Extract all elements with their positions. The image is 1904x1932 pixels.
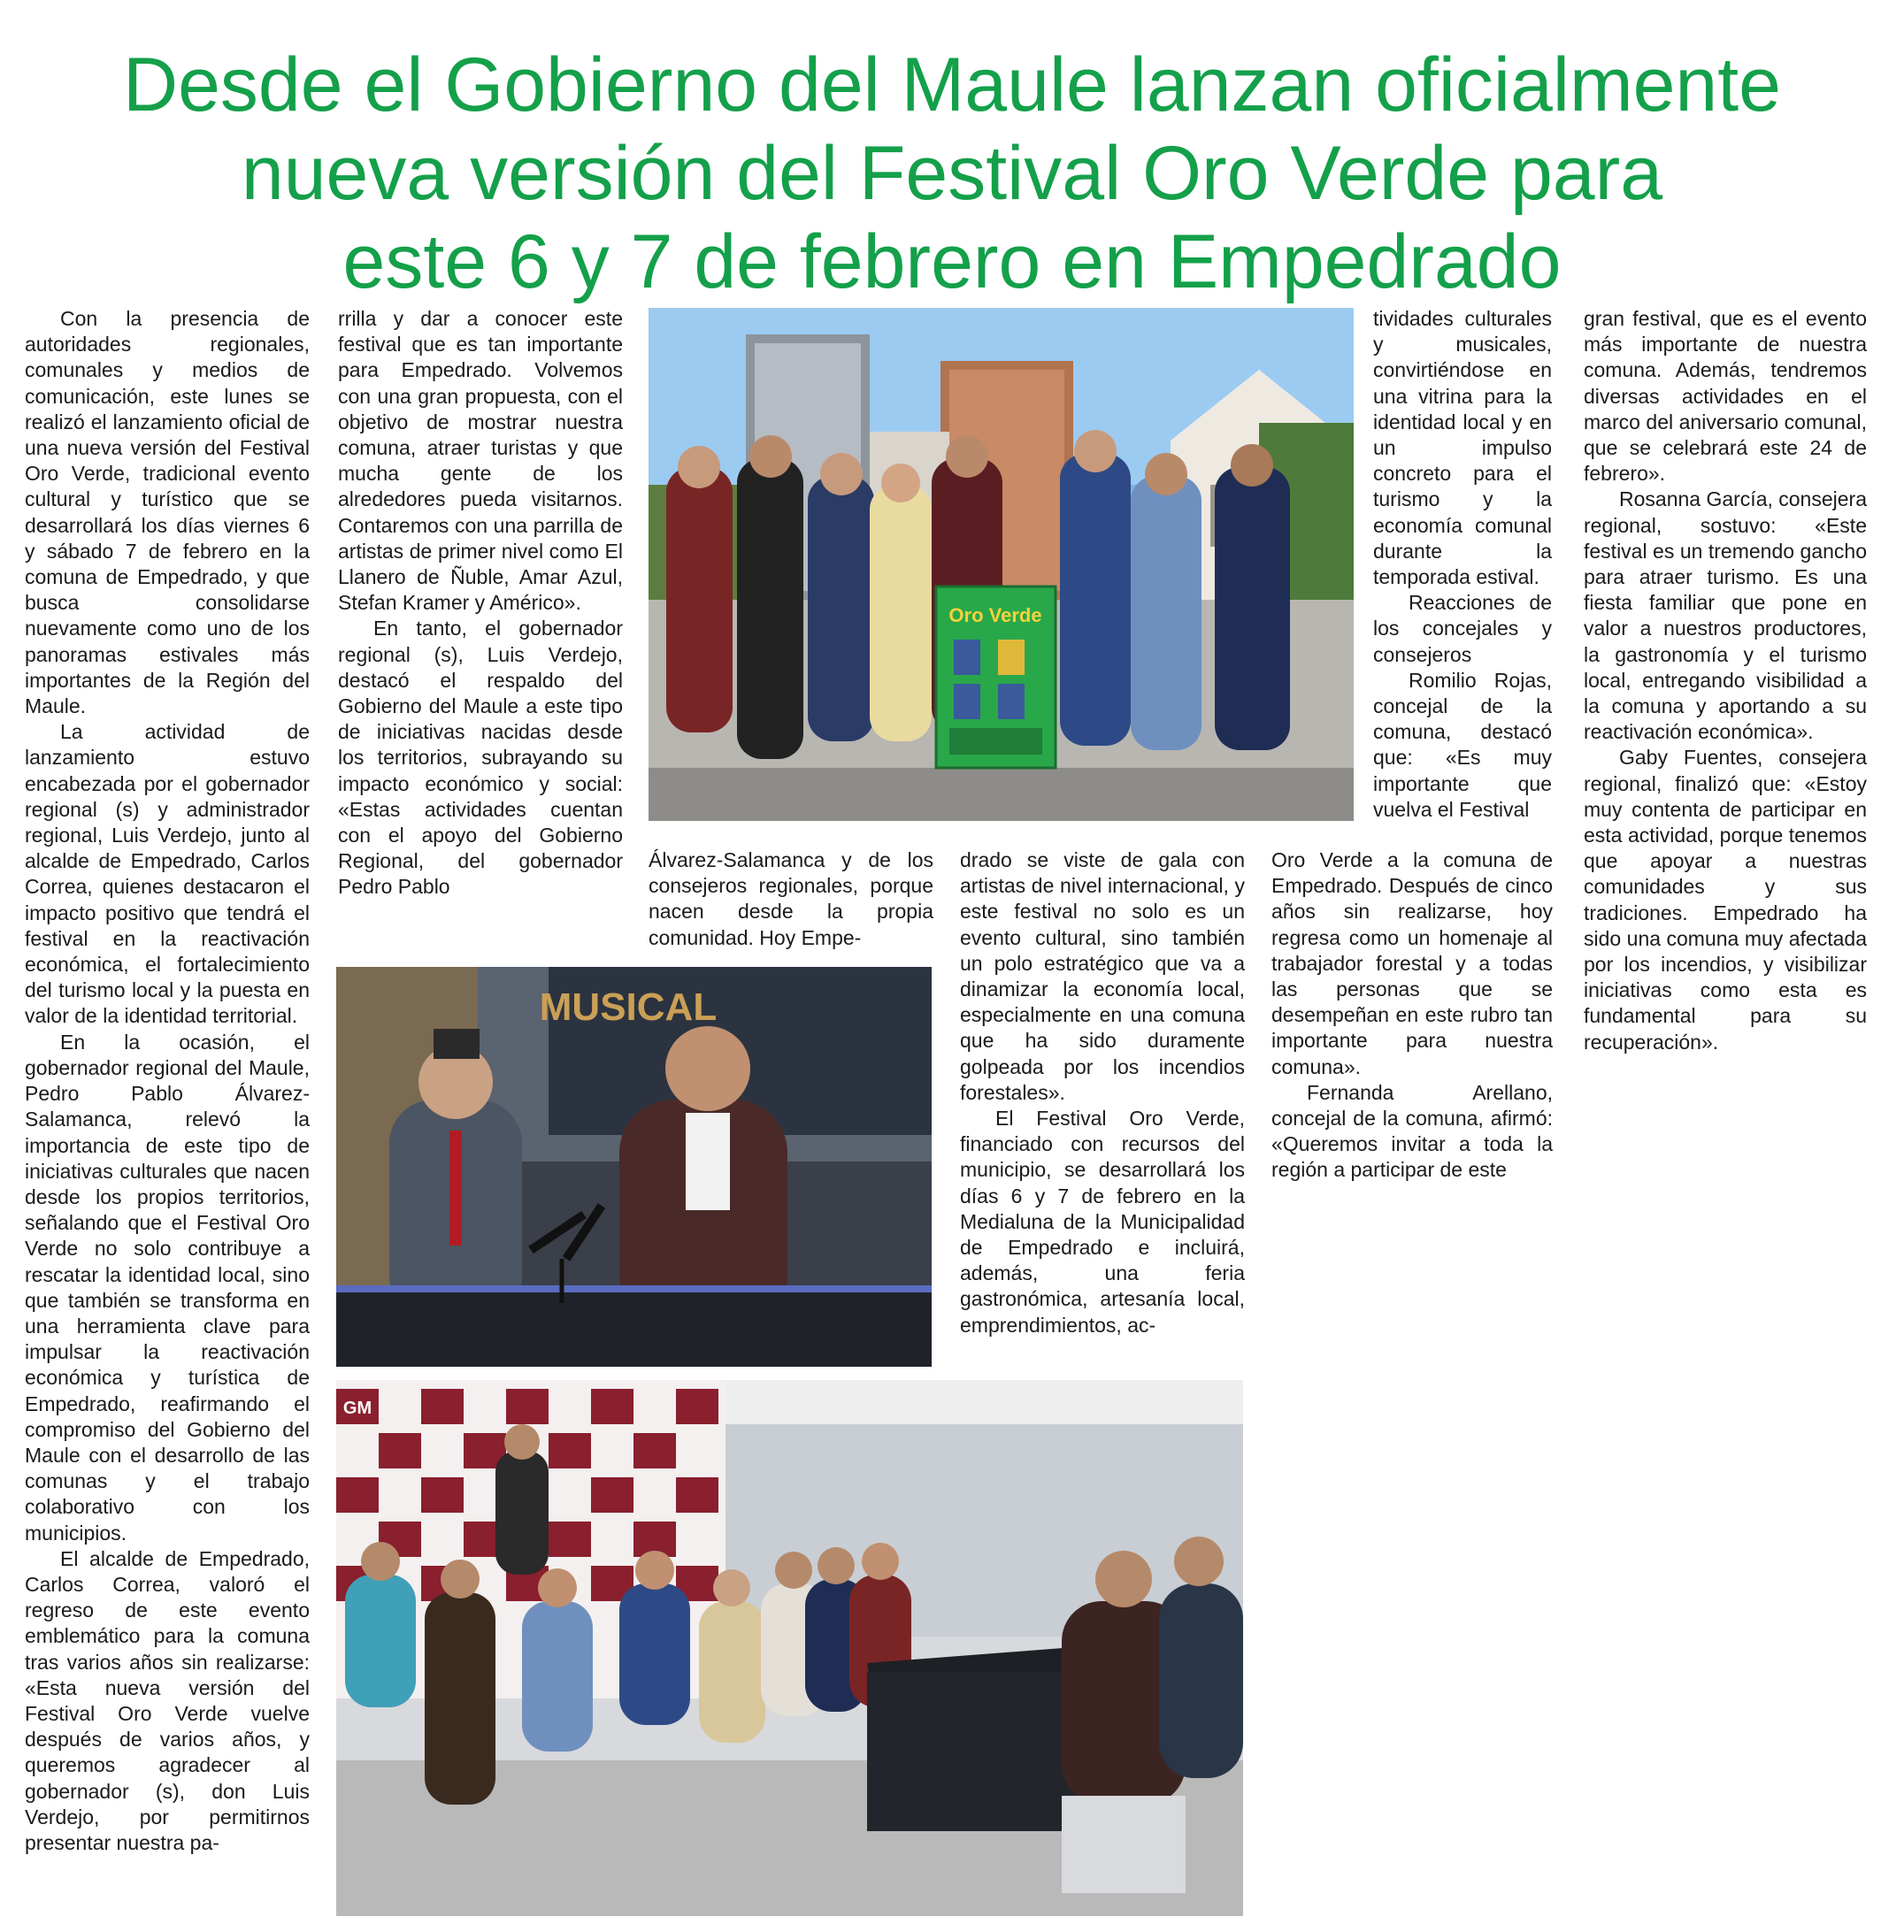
paragraph: Con la presencia de autoridades regionales, comunales y medios de comunicación, este lunes se realizó el lanzamiento oficial de una nueva versión del Festival Oro Verde, tradicional evento cultural y turístico que se desarrollará los días viernes 6 y sábado 7 de febrero en la comuna de Empedrado, y que busca consolidarse nuevamente como uno de los panoramas estivales más importantes de la Región del Maule.: [25, 307, 310, 718]
article-column-3: [649, 847, 933, 951]
paragraph: gran festival, que es el evento más importante de nuestra comuna. Además, tendremos diversas actividades en el marco del aniversario comunal, que se celebrará este 24 de febrero».: [1584, 307, 1867, 486]
article-column-7: [1584, 306, 1867, 1055]
paragraph: Oro Verde a la comuna de Empedrado. Después de cinco años sin realizarse, hoy regresa como un homenaje al trabajador forestal y a todas las personas que se desempeñan en este rubro tan importante para nuestra comuna».: [1271, 848, 1553, 1078]
headline-line-2: nueva versión del Festival Oro Verde para: [241, 131, 1663, 216]
paragraph: En tanto, el gobernador regional (s), Luis Verdejo, destacó el respaldo del Gobierno del Maule a este tipo de iniciativas nacidas desde los territorios, subrayando su impacto económico y social: «Estas actividades cuentan con el apoyo del Gobierno Regional, del gobernador Pedro Pablo: [338, 617, 623, 899]
paragraph: Fernanda Arellano, concejal de la comuna, afirmó: «Queremos invitar a toda la región a participar de este: [1271, 1080, 1553, 1182]
headline: [35, 41, 1869, 306]
photo-group-launch-image: [649, 308, 1354, 821]
article-column-5: [1373, 306, 1552, 823]
paragraph: La actividad de lanzamiento estuvo encabezada por el gobernador regional (s) y administrador regional, Luis Verdejo, junto al alcalde de Empedrado, Carlos Correa, quienes destacaron el impacto positivo que tendrá el festival en la reactivación económica, el fortalecimiento del turismo local y la puesta en valor de la identidad territorial.: [25, 720, 310, 1028]
headline-line-3: este 6 y 7 de febrero en Empedrado: [342, 219, 1562, 304]
headline-line-1: Desde el Gobierno del Maule lanzan oficialmente: [123, 42, 1781, 127]
article-column-6: [1271, 847, 1553, 1184]
photo-press-conference-image: [336, 967, 932, 1367]
photo-press-conference: [336, 967, 932, 1367]
press-backdrop-text: MUSICAL: [539, 985, 718, 1029]
sponsor-logo-text: GM: [342, 1399, 372, 1418]
paragraph: drado se viste de gala con artistas de nivel internacional, y este festival no solo es un evento cultural, sino también un polo estratégico que va a dinamizar la economía local, especialmente en una comuna que ha sido duramente golpeada por los incendios forestales».: [960, 848, 1245, 1104]
paragraph: rrilla y dar a conocer este festival que es tan importante para Empedrado. Volvemos con una gran propuesta, con el objetivo de mostrar nuestra comuna, atraer turistas y que mucha gente de los alrededores pueda visitarnos. Contaremos con una parrilla de artistas de primer nivel como El Llanero de Ñuble, Amar Azul, Stefan Kramer y Américo».: [338, 307, 623, 615]
paragraph: El Festival Oro Verde, financiado con recursos del municipio, se desarrollará los días 6 y 7 de febrero en la Medialuna de la Municipalidad de Empedrado e incluirá, además, una feria gastronómica, artesanía local, emprendimientos, ac-: [960, 1107, 1245, 1337]
paragraph: El alcalde de Empedrado, Carlos Correa, valoró el regreso de este evento emblemático para la comuna tras varios años sin realizarse: «Esta nueva versión del Festival Oro Verde vuelve después de varios años, y queremos agradecer al gobernador (s), don Luis Verdejo, por permitirnos presentar nuestra pa-: [25, 1546, 310, 1854]
paragraph: Rosanna García, consejera regional, sostuvo: «Este festival es un tremendo gancho para atraer turismo. Es una fiesta familiar que pone en valor a nuestros productores, la gastronomía y el turismo local, entregando visibilidad a la comuna y aportando a su reactivación económica».: [1584, 487, 1867, 744]
paragraph: Álvarez-Salamanca y de los consejeros regionales, porque nacen desde la propia comunidad. Hoy Empe-: [649, 848, 933, 949]
paragraph: Gaby Fuentes, consejera regional, finalizó que: «Estoy muy contenta de participar en esta actividad, porque tenemos que apoyar a nuestras comunidades y sus tradiciones. Empedrado ha sido una comuna muy afectada por los incendios, y visibilizar iniciativas como esta es fundamental para su recuperación».: [1584, 746, 1867, 1054]
poster-title: Oro Verde: [948, 604, 1042, 626]
paragraph: En la ocasión, el gobernador regional del Maule, Pedro Pablo Álvarez-Salamanca, relevó la importancia de este tipo de iniciativas culturales que nacen desde los propios territorios, señalando que el Festival Oro Verde no solo contribuye a rescatar la identidad local, sino que también se transforma en una herramienta clave para impulsar la reactivación económica y turística de Empedrado, reafirmando el compromiso del Gobierno del Maule con el desarrollo de las comunas y el trabajo colaborativo con los municipios.: [25, 1030, 310, 1545]
section-subheading: Reacciones de los concejales y consejeros: [1373, 591, 1552, 666]
photo-group-launch: [649, 308, 1354, 821]
paragraph: tividades culturales y musicales, convirtiéndose en una vitrina para la identidad local y en un impulso concreto para el turismo y la economía comunal durante la temporada estival.: [1373, 307, 1552, 589]
paragraph: Romilio Rojas, concejal de la comuna, destacó que: «Es muy importante que vuelva el Festival: [1373, 668, 1552, 821]
photo-launch-audience-image: [336, 1380, 1243, 1916]
photo-launch-audience: [336, 1380, 1243, 1916]
article-column-4: [960, 847, 1245, 1338]
article-column-2: [338, 306, 623, 901]
article-column-1: [25, 306, 310, 1856]
